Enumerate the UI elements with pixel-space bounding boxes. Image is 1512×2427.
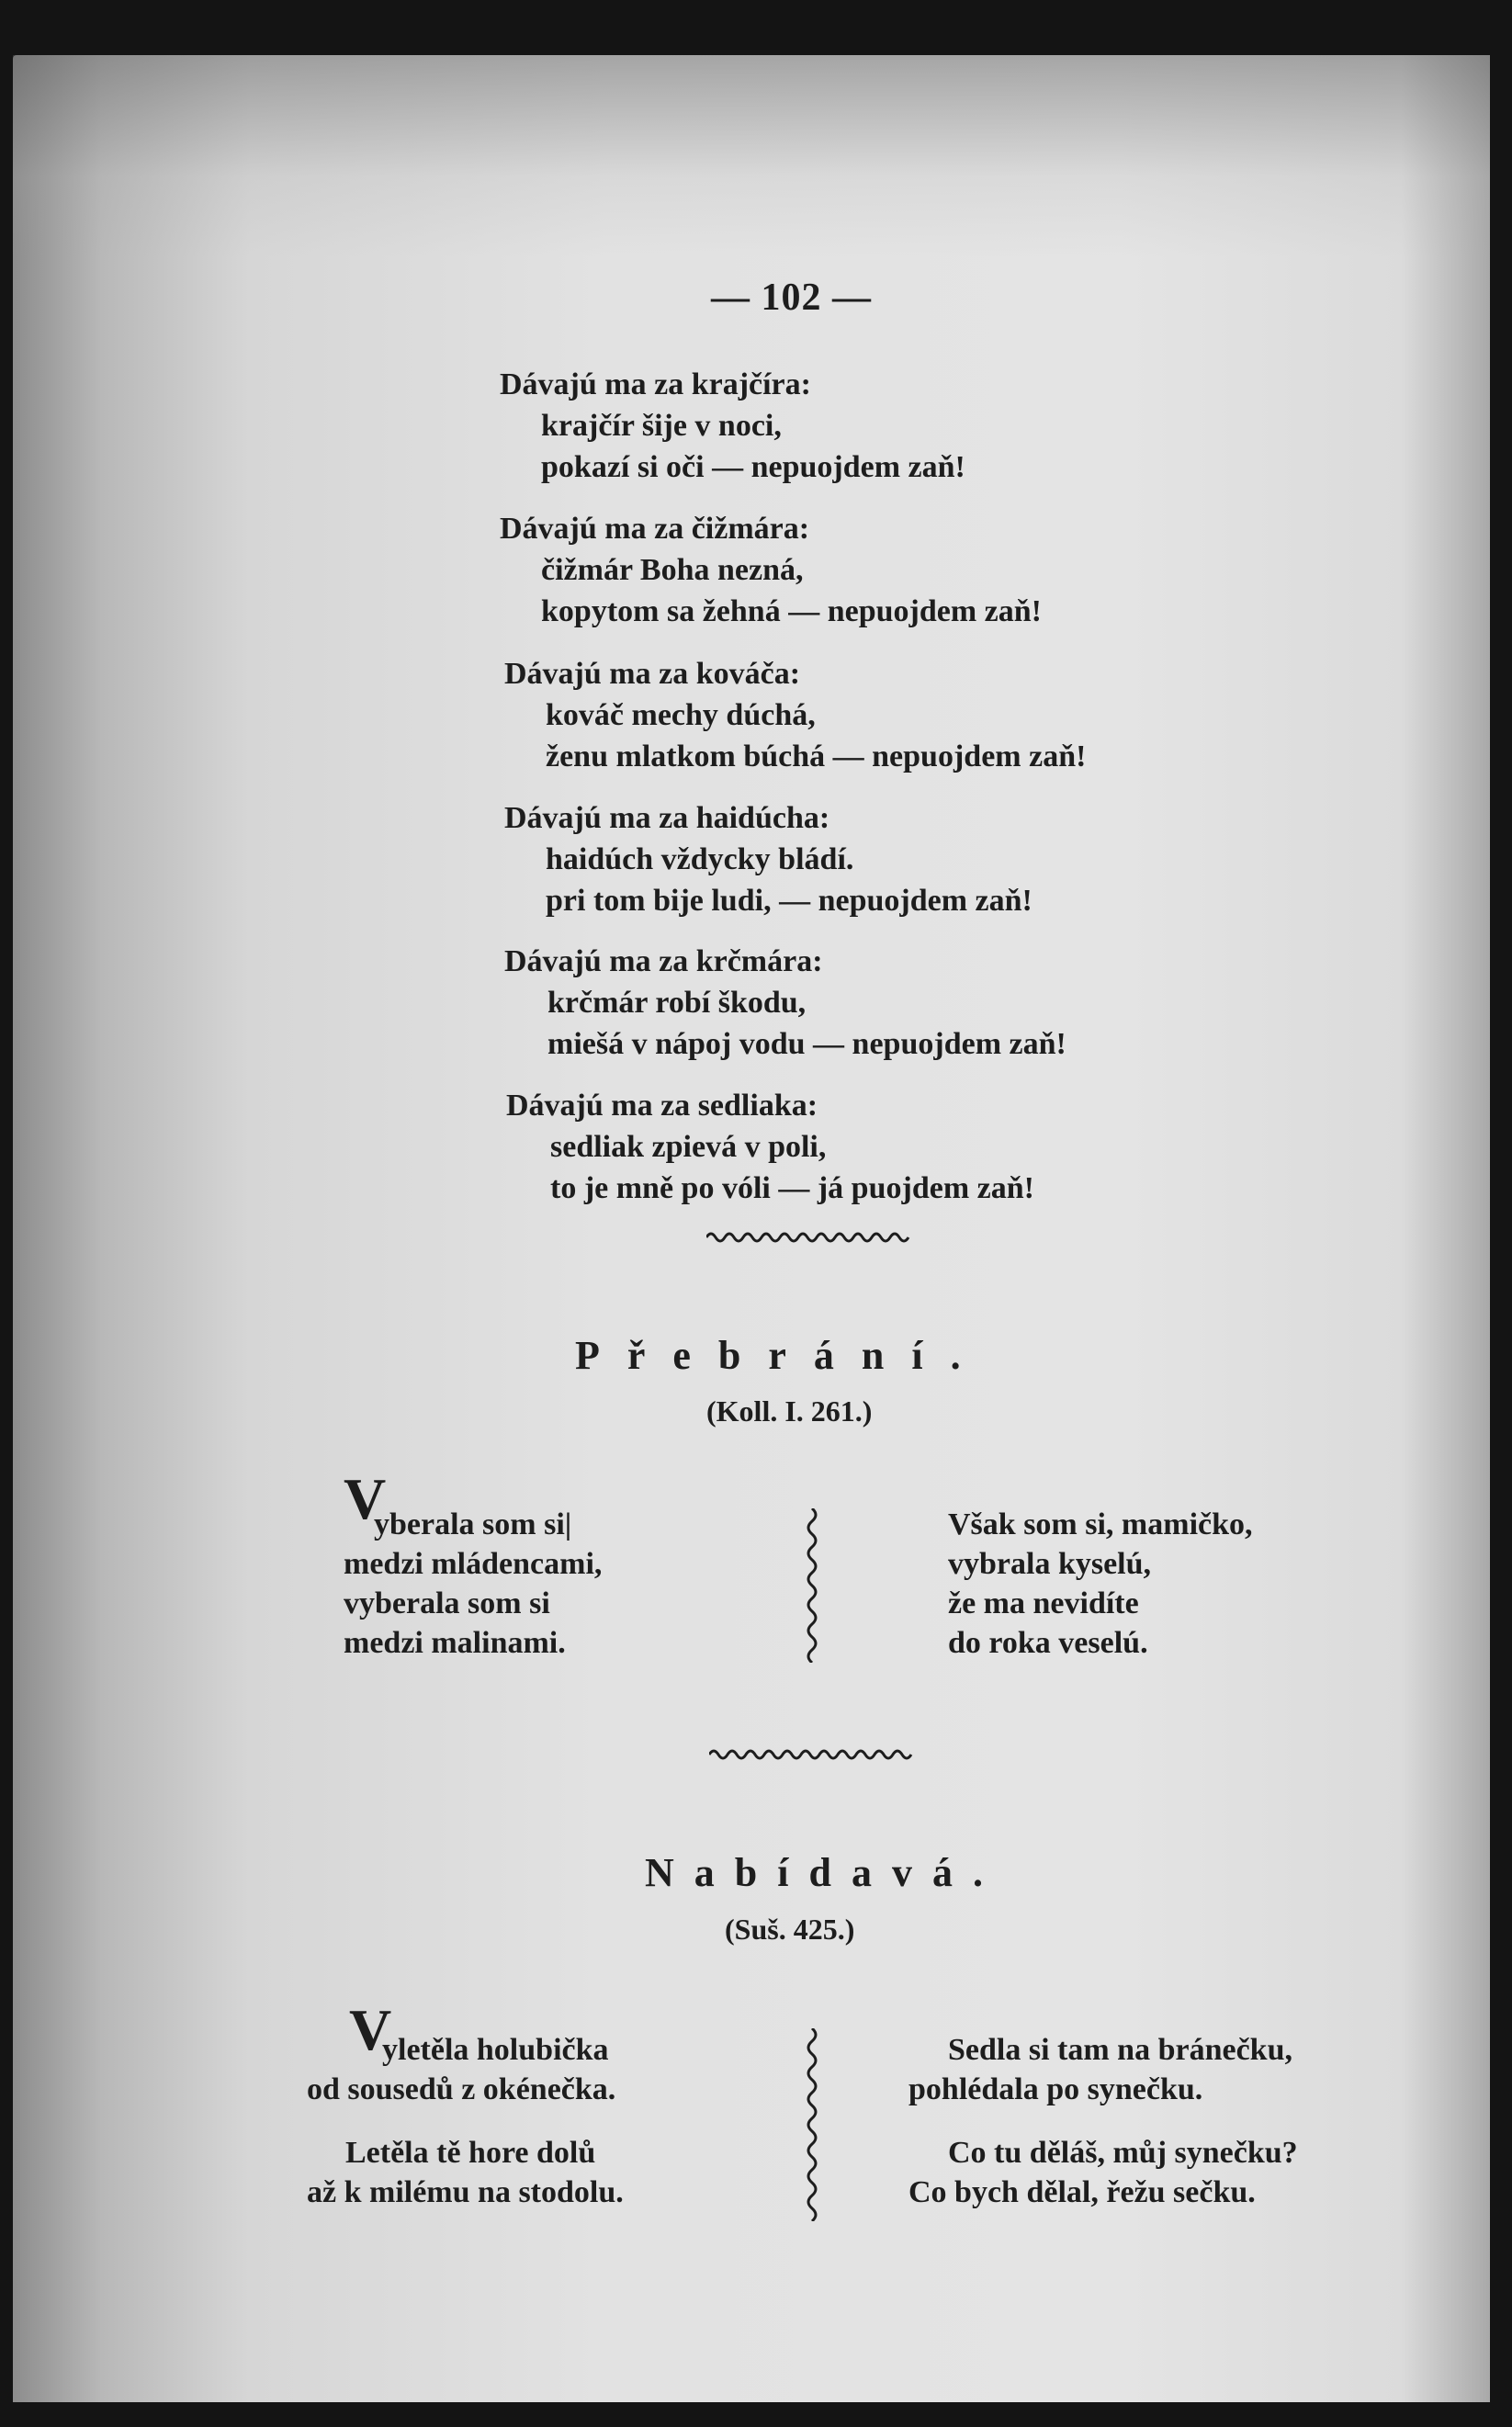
poem-1-line: miešá v nápoj vodu — nepuojdem zaň! bbox=[547, 1027, 1066, 1061]
poem-3-left-line: až k milému na stodolu. bbox=[307, 2175, 624, 2209]
poem-3-left-line: yletěla holubička bbox=[382, 2033, 609, 2067]
poem-3-left-line: od sousedů z okénečka. bbox=[307, 2072, 616, 2106]
poem-1-line: Dávajú ma za krčmára: bbox=[504, 944, 823, 978]
wavy-brace-divider bbox=[801, 2028, 823, 2221]
poem-2-left-line: medzi malinami. bbox=[344, 1626, 566, 1660]
poem-1-line: Dávajú ma za kováča: bbox=[504, 657, 801, 691]
poem-1-line: kováč mechy dúchá, bbox=[546, 698, 816, 732]
poem-1-line: Dávajú ma za sedliaka: bbox=[506, 1089, 818, 1123]
poem-1-line: to je mně po vóli — já puojdem zaň! bbox=[550, 1171, 1034, 1205]
poem-3-right-line: pohlédala po synečku. bbox=[908, 2072, 1203, 2106]
poem-1-line: Dávajú ma za čižmára: bbox=[500, 512, 810, 546]
poem-1-line: krčmár robí škodu, bbox=[547, 986, 807, 1020]
poem-2-source: (Koll. I. 261.) bbox=[706, 1394, 873, 1428]
poem-3-title: Nabídavá. bbox=[645, 1850, 1003, 1895]
poem-1-line: haidúch vždycky bládí. bbox=[546, 842, 854, 876]
poem-1-line: krajčír šije v noci, bbox=[541, 409, 782, 443]
poem-2-title: Přebrání. bbox=[575, 1333, 988, 1378]
wavy-brace-divider bbox=[801, 1508, 823, 1663]
poem-3-left-line: Letěla tě hore dolů bbox=[345, 2136, 596, 2170]
poem-1-line: sedliak zpievá v poli, bbox=[550, 1130, 827, 1164]
poem-1-line: kopytom sa žehná — nepuojdem zaň! bbox=[541, 594, 1042, 628]
poem-2-left-line: yberala som si| bbox=[374, 1507, 572, 1541]
poem-2-right-line: Však som si, mamičko, bbox=[948, 1507, 1253, 1541]
page-number: — 102 — bbox=[711, 277, 872, 319]
poem-2-left-line: vyberala som si bbox=[344, 1586, 550, 1620]
poem-3-right-line: Co bych dělal, řežu sečku. bbox=[908, 2175, 1256, 2209]
poem-1-line: pri tom bije ludi, — nepuojdem zaň! bbox=[546, 884, 1032, 918]
poem-1-line: ženu mlatkom búchá — nepuojdem zaň! bbox=[546, 739, 1087, 773]
poem-2-right-line: do roka veselú. bbox=[948, 1626, 1148, 1660]
poem-1-line: Dávajú ma za krajčíra: bbox=[500, 367, 811, 401]
poem-1-line: čižmár Boha nezná, bbox=[541, 553, 804, 587]
poem-2-right-line: že ma nevidíte bbox=[948, 1586, 1139, 1620]
book-page bbox=[13, 55, 1490, 2402]
poem-2-left-line: medzi mládencami, bbox=[344, 1547, 603, 1581]
poem-3-source: (Suš. 425.) bbox=[725, 1913, 855, 1946]
poem-2-right-line: vybrala kyselú, bbox=[948, 1547, 1152, 1581]
poem-3-right-line: Co tu děláš, můj synečku? bbox=[948, 2136, 1298, 2170]
drop-cap: V bbox=[349, 1997, 392, 2062]
drop-cap: V bbox=[344, 1466, 387, 1531]
wavy-divider bbox=[706, 1226, 918, 1248]
poem-1-line: pokazí si oči — nepuojdem zaň! bbox=[541, 450, 965, 484]
wavy-divider bbox=[709, 1744, 920, 1766]
poem-1-line: Dávajú ma za haidúcha: bbox=[504, 801, 830, 835]
poem-3-right-line: Sedla si tam na bránečku, bbox=[948, 2033, 1292, 2067]
